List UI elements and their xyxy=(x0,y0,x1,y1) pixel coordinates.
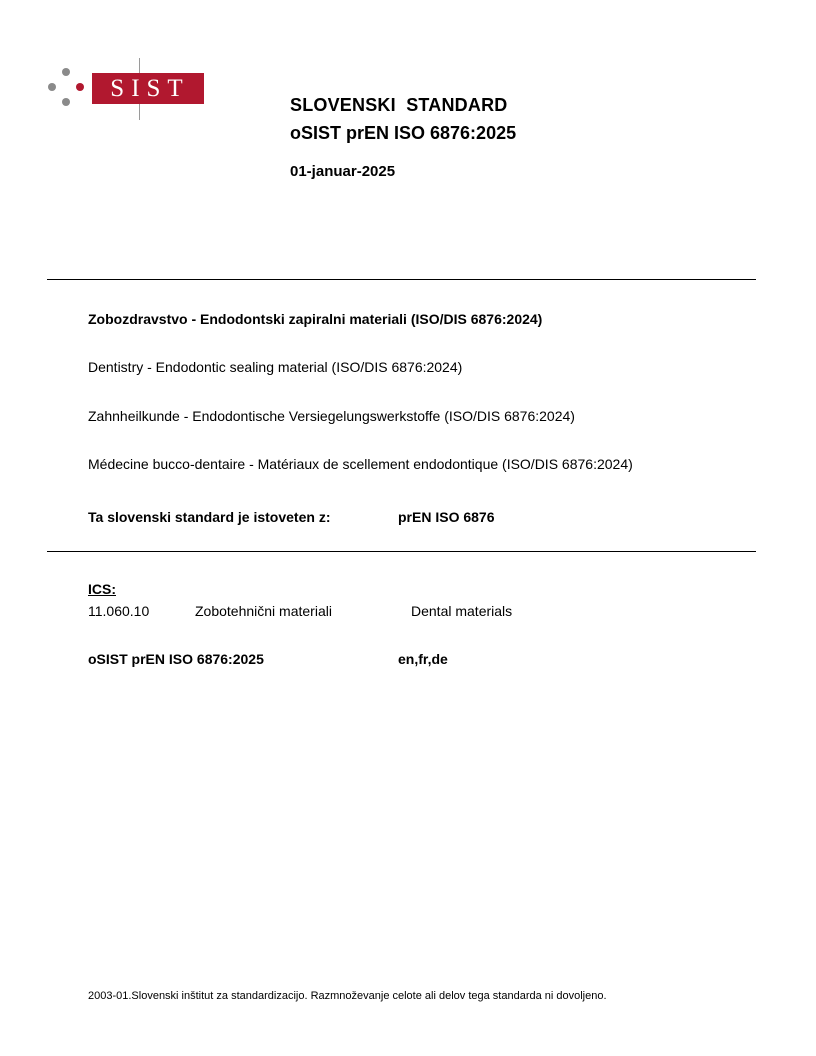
identical-value: prEN ISO 6876 xyxy=(398,509,495,525)
sist-logo-dots-icon xyxy=(46,66,86,110)
title-german: Zahnheilkunde - Endodontische Versiegelungswerkstoffe (ISO/DIS 6876:2024) xyxy=(88,408,575,424)
publication-date: 01-januar-2025 xyxy=(290,163,396,180)
ics-name-slovenian: Zobotehnični materiali xyxy=(195,603,332,619)
designation-code: oSIST prEN ISO 6876:2025 xyxy=(88,651,264,667)
sist-logo: SIST xyxy=(92,73,204,104)
copyright-footer: 2003-01.Slovenski inštitut za standardizacijo. Razmnoževanje celote ali delov tega standarda ni dovoljeno. xyxy=(88,990,607,1002)
logo-dot xyxy=(62,98,70,106)
standard-code-heading: oSIST prEN ISO 6876:2025 xyxy=(290,123,517,143)
top-divider xyxy=(47,279,756,280)
ics-code: 11.060.10 xyxy=(88,603,150,619)
ics-label: ICS: xyxy=(88,581,116,597)
logo-dot xyxy=(48,83,56,91)
logo-dot xyxy=(62,68,70,76)
identical-label: Ta slovenski standard je istoveten z: xyxy=(88,509,331,525)
ics-name-english: Dental materials xyxy=(411,603,513,619)
title-slovenian: Zobozdravstvo - Endodontski zapiralni materiali (ISO/DIS 6876:2024) xyxy=(88,311,543,327)
title-french: Médecine bucco-dentaire - Matériaux de scellement endodontique (ISO/DIS 6876:2024) xyxy=(88,456,633,472)
title-english: Dentistry - Endodontic sealing material (ISO/DIS 6876:2024) xyxy=(88,359,463,375)
standard-heading: SLOVENSKI STANDARD xyxy=(290,95,508,115)
logo-dot xyxy=(76,83,84,91)
designation-languages: en,fr,de xyxy=(398,651,448,667)
middle-divider xyxy=(47,551,756,552)
